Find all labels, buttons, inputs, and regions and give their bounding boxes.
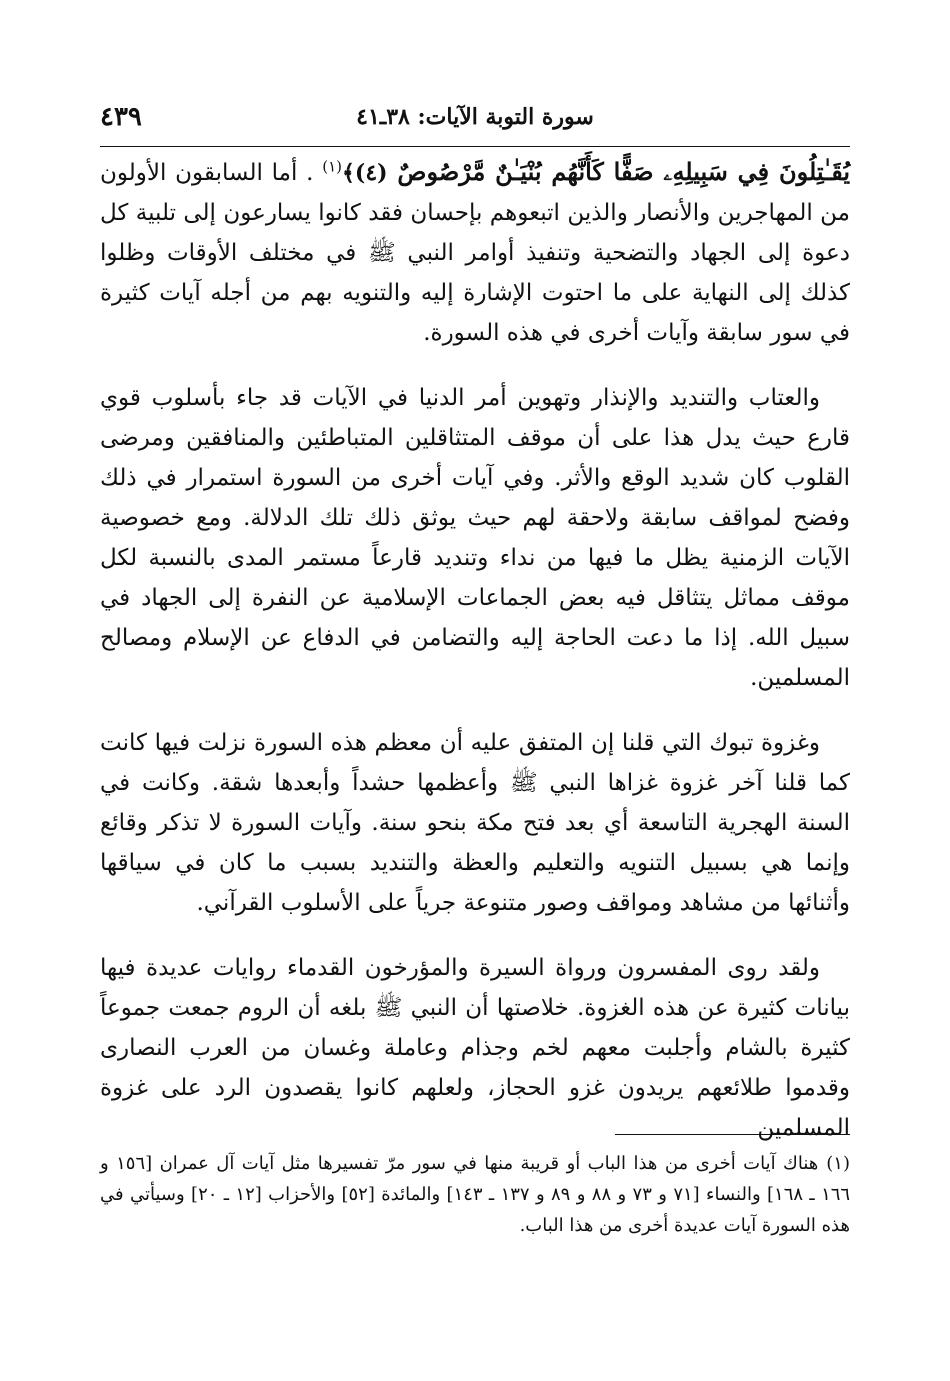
paragraph-4: ولقد روى المفسرون ورواة السيرة والمؤرخون القدماء روايات عديدة فيها بيانات كثيرة عن هذه الغزوة. خلاصتها أن النبي ﷺ بلغه أن الروم جمعت جموعاً كثيرة بالشام وأجلبت معهم لخم وجذام وعاملة وغسان من العرب النصارى وقدموا طلائعهم يريدون غزو الحجاز، ولعلهم كانوا يقصدون الرد على غزوة المسلمين — [100, 955, 850, 1141]
header-title: سورة التوبة الآيات: ٣٨ـ٤١ — [356, 104, 594, 130]
footnote-number: (١) — [826, 1153, 850, 1174]
ornate-bracket-close: ﴾ — [342, 160, 355, 186]
footnote-item — [100, 1148, 850, 1241]
footnotes — [100, 1148, 850, 1241]
running-header — [100, 100, 850, 144]
ayah-number: (٤) — [354, 160, 388, 186]
footnote-reference: (١) — [322, 157, 343, 176]
footnote-text: هناك آيات أخرى من هذا الباب أو قريبة منها في سور مرّ تفسيرها مثل آيات آل عمران [١٥٦ و ١٦٦ ـ ١٦٨] والنساء [٧١ و ٧٣ و ٨٨ و ٨٩ و ١٣٧ ـ ١٤٣] والمائدة [٥٢] والأحزاب [١٢ ـ ٢٠] وسيأتي في هذه السورة آيات عديدة أخرى من هذا الباب. — [100, 1153, 851, 1236]
main-text — [100, 152, 850, 1173]
paragraph-1-text: . أما السابقون الأولون من المهاجرين والأنصار والذين اتبعوهم بإحسان فقد كانوا يسارعون إلى تلبية كل دعوة إلى الجهاد والتضحية وتنفيذ أوامر النبي ﷺ في مختلف الأوقات وظلوا كذلك إلى النهاية على ما احتوت الإشارة إليه والتنويه بهم من أجله آيات كثيرة في سور سابقة وآيات أخرى في هذه السورة. — [100, 160, 850, 346]
header-divider — [100, 146, 850, 147]
paragraph-1 — [100, 152, 850, 353]
quran-verse: يُقَـٰتِلُونَ فِي سَبِيلِهِۦ صَفًّا كَأَنَّهُم بُنْيَـٰنٌ مَّرْصُوصٌ (٤)﴾ — [342, 157, 851, 186]
footnote-divider — [615, 1134, 850, 1135]
page-number: ٤٣٩ — [100, 102, 142, 132]
paragraph-3: وغزوة تبوك التي قلنا إن المتفق عليه أن معظم هذه السورة نزلت فيها كانت كما قلنا آخر غزوة غزاها النبي ﷺ وأعظمها حشداً وأبعدها شقة. وكانت في السنة الهجرية التاسعة أي بعد فتح مكة بنحو سنة. وآيات السورة لا تذكر وقائع وإنما هي بسبيل التنويه والتعليم والعظة والتنديد بسبب ما كان في سياقها وأثنائها من مشاهد ومواقف وصور متنوعة جرياً على الأسلوب القرآني. — [100, 730, 850, 916]
paragraph-2: والعتاب والتنديد والإنذار وتهوين أمر الدنيا في الآيات قد جاء بأسلوب قوي قارع حيث يدل هذا على أن موقف المتثاقلين المتباطئين والمنافقين ومرضى القلوب كان شديد الوقع والأثر. وفي آيات أخرى من السورة استمرار في ذلك وفضح لمواقف سابقة ولاحقة لهم حيث يوثق ذلك تلك الدلالة. ومع خصوصية الآيات الزمنية يظل ما فيها من نداء وتنديد قارعاً مستمر المدى بالنسبة لكل موقف مماثل يتثاقل فيه بعض الجماعات الإسلامية عن النفرة إلى الجهاد في سبيل الله. إذا ما دعت الحاجة إليه والتضامن في الدفاع عن الإسلام ومصالح المسلمين. — [100, 385, 850, 691]
